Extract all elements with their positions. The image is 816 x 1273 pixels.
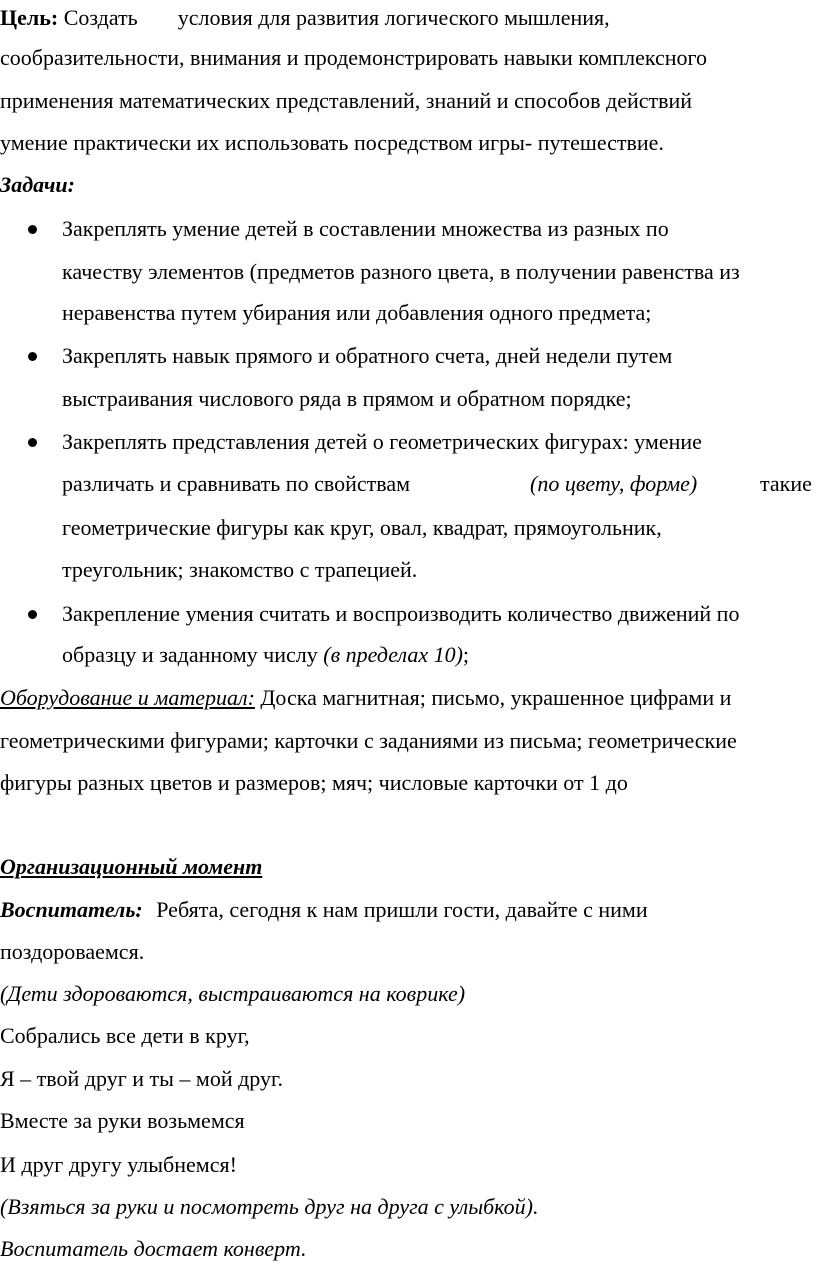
teacher-label: Воспитатель: <box>0 897 143 922</box>
bullet-icon <box>28 352 37 361</box>
section-heading: Организационный момент <box>0 854 263 879</box>
poem-line-4: И друг другу улыбнемся! <box>0 1152 237 1177</box>
task-1-line-2: качеству элементов (предметов разного цвета, в получении равенства из <box>62 259 740 284</box>
goal-text-rest: условия для развития логического мышления, <box>177 5 610 30</box>
stage-note-3: Воспитатель достает конверт. <box>0 1236 307 1261</box>
poem-line-3: Вместе за руки возьмемся <box>0 1108 245 1133</box>
goal-line-1 <box>0 3 610 33</box>
task-3-line-1: Закреплять представления детей о геометрических фигурах: умение <box>62 429 702 454</box>
task-4-line-2 <box>62 640 469 670</box>
poem-line-1: Собрались все дети в круг, <box>0 1023 250 1048</box>
task-3-line-2: различать и сравнивать по свойствам <box>62 471 411 496</box>
teacher-line-2: поздороваемся. <box>0 939 145 964</box>
task-4-emphasis: (в пределах 10) <box>323 642 463 667</box>
task-2-line-2: выстраивания числового ряда в прямом и обратном порядке; <box>62 386 632 411</box>
task-1-line-1: Закреплять умение детей в составлении множества из разных по <box>62 216 669 241</box>
task-1-line-3: неравенства путем убирания или добавления одного предмета; <box>62 300 652 325</box>
task-3-emphasis: (по цвету, форме) <box>530 471 698 496</box>
bullet-icon <box>28 610 37 619</box>
task-4-end: ; <box>462 642 470 667</box>
task-3-line-2-end: такие <box>760 471 812 496</box>
bullet-icon <box>28 225 37 234</box>
goal-label: Цель: <box>0 5 59 30</box>
tasks-label: Задачи: <box>0 172 75 197</box>
task-3-line-4: треугольник; знакомство с трапецией. <box>62 557 418 582</box>
goal-line-2: сообразительности, внимания и продемонстрировать навыки комплексного <box>0 45 708 70</box>
stage-note-1: (Дети здороваются, выстраиваются на коврике) <box>0 981 466 1006</box>
equipment-line-1 <box>0 683 731 713</box>
equipment-line-3: фигуры разных цветов и размеров; мяч; числовые карточки от 1 до <box>0 770 628 795</box>
equipment-text: Доска магнитная; письмо, украшенное цифрами и <box>260 685 732 710</box>
task-2-line-1: Закреплять навык прямого и обратного счета, дней недели путем <box>62 343 673 368</box>
task-3-line-3: геометрические фигуры как круг, овал, квадрат, прямоугольник, <box>62 515 662 540</box>
task-4-line-1: Закрепление умения считать и воспроизводить количество движений по <box>62 601 740 626</box>
bullet-icon <box>28 438 37 447</box>
equipment-label: Оборудование и материал: <box>0 685 255 710</box>
poem-line-2: Я – твой друг и ты – мой друг. <box>0 1066 284 1091</box>
teacher-speech: Ребята, сегодня к нам пришли гости, давайте с ними <box>156 897 648 922</box>
task-4-text: образцу и заданному числу <box>62 642 318 667</box>
stage-note-2: (Взяться за руки и посмотреть друг на друга с улыбкой). <box>0 1194 539 1219</box>
goal-line-3: применения математических представлений, знаний и способов действий <box>0 88 693 113</box>
goal-line-4: умение практически их использовать посредством игры- путешествие. <box>0 130 664 155</box>
teacher-line-1 <box>0 895 648 925</box>
goal-text-start: Создать <box>63 5 138 30</box>
equipment-line-2: геометрическими фигурами; карточки с заданиями из письма; геометрические <box>0 728 737 753</box>
